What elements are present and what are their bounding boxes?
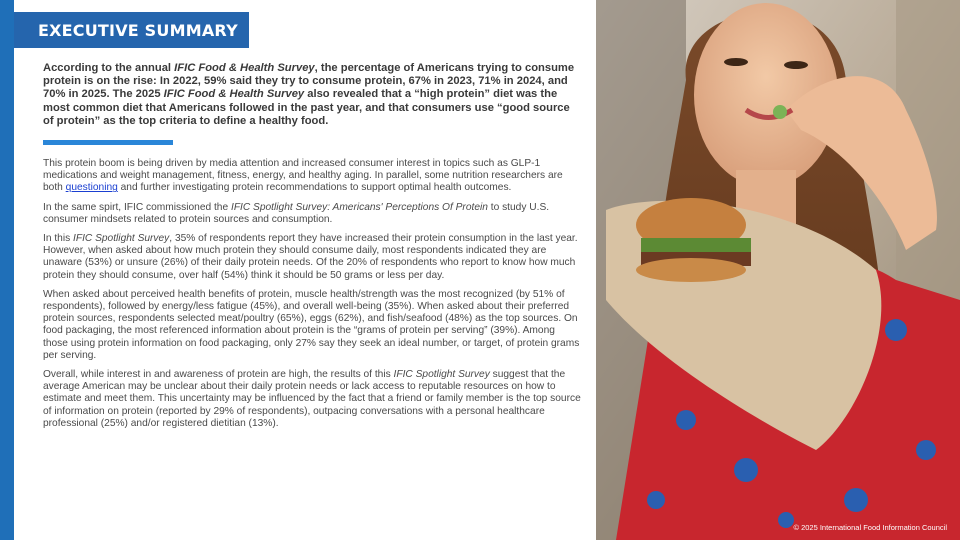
accent-divider xyxy=(43,140,173,145)
p3-text-a: In this xyxy=(43,233,74,245)
lead-text-2: , the percentage of Americans trying to consume protein is on the rise: In 2022, 59% said they try to consume protein, 67% in 2023, 71% in 2024, and 70% in 2025. The 2025 xyxy=(43,62,575,101)
p5-survey-name: IFIC Spotlight Survey xyxy=(393,369,490,381)
survey-name-2: IFIC Food & Health Survey xyxy=(163,88,305,101)
left-edge-bar xyxy=(0,0,14,540)
p1-text-a: This protein boom is being driven by media attention and increased consumer interest in topics such as GLP-1 medications and weight management, fitness, energy, and healthy aging. In parallel, some nutrition researchers are both xyxy=(43,158,563,194)
lead-text-1: According to the annual xyxy=(43,62,175,74)
copyright-notice: © 2025 International Food Information Council xyxy=(793,523,947,532)
body-paragraph-1 xyxy=(43,158,581,195)
p3-survey-name: IFIC Spotlight Survey xyxy=(73,233,170,245)
survey-name-1: IFIC Food & Health Survey xyxy=(174,62,315,74)
p5-text-a: Overall, while interest in and awareness of protein are high, the results of this xyxy=(43,369,394,381)
body-paragraph-4: When asked about perceived health benefits of protein, muscle health/strength was the most recognized (by 51% of respondents), followed by energy/less fatigue (45%), and overall well-being (35%). When asked about their preferred protein sources, respondents selected meat/poultry (65%), eggs (62%), and fish/seafood (48%) as the top sources. On food packaging, the most referenced information about protein is the “grams of protein per serving” (39%). Among those using protein information on food packaging, only 27% say they seek an ideal number, or target, of protein grams per serving. xyxy=(43,288,580,361)
body-paragraph-5 xyxy=(43,369,581,430)
p5-text-b: suggest that the average American may be unclear about their daily protein needs or lack access to reputable resources on how to estimate and meet them. This uncertainty may be influenced by the fact that a friend or family member is the top source of information on protein (reported by 29% of respondents), outpacing conversations with a personal healthcare professional (25%) and/or registered dietitian (13%). xyxy=(43,369,581,429)
section-title-banner xyxy=(14,12,249,48)
p2-text-a: In the same spirt, IFIC commissioned the xyxy=(43,201,231,213)
section-title: EXECUTIVE SUMMARY xyxy=(38,20,238,40)
lead-paragraph xyxy=(43,62,581,128)
body-paragraph-2 xyxy=(43,202,581,226)
summary-content xyxy=(43,62,581,437)
lead-text-3: also revealed that a “high protein” diet was the most common diet that Americans followed in the past year, and that consumers use “good source of protein” as the top criteria to define a healthy food. xyxy=(43,88,570,127)
woman-eating-burger-photo xyxy=(596,0,960,540)
p3-text-b: , 35% of respondents report they have increased their protein consumption in the last year. However, when asked about how much protein they should consume daily, most respondents indicated they are unaware (53%) or unsure (26%) of their daily protein needs. Of the 20% of respondents who report to know how much protein they should consume, over half (54%) think it should be 50 grams or less per day. xyxy=(43,233,578,281)
questioning-link[interactable]: questioning xyxy=(65,182,118,194)
p2-text-b: to study U.S. consumer mindsets related to protein sources and consumption. xyxy=(43,201,550,225)
p1-text-b: and further investigating protein recommendations to support optimal health outcomes. xyxy=(117,182,512,194)
body-paragraph-3 xyxy=(43,233,581,282)
p2-survey-name: IFIC Spotlight Survey: Americans' Perceptions Of Protein xyxy=(230,201,488,213)
